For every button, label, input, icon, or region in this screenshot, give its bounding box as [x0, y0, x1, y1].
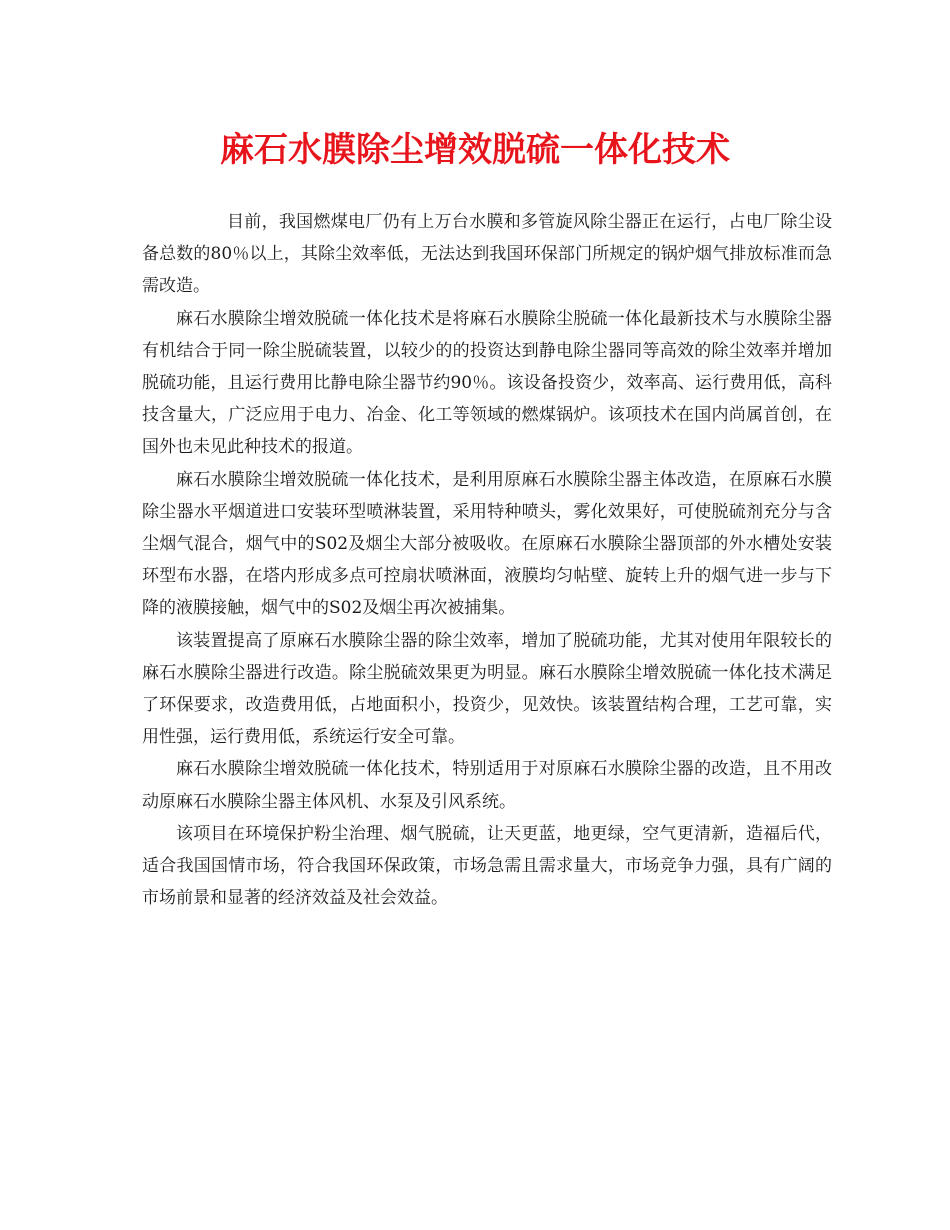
paragraph-2: 麻石水膜除尘增效脱硫一体化技术是将麻石水膜除尘脱硫一体化最新技术与水膜除尘器有机结合于同一除尘脱硫装置，以较少的的投资达到静电除尘器同等高效的除尘效率并增加脱硫功能，且运行费用比静电除尘器节约90％。该设备投资少，效率高、运行费用低，高科技含量大，广泛应用于电力、冶金、化工等领域的燃煤锅炉。该项技术在国内尚属首创，在国外也未见此种技术的报道。: [142, 308, 832, 458]
paragraph-6: 该项目在环境保护粉尘治理、烟气脱硫，让天更蓝，地更绿，空气更清新，造福后代，适合我国国情市场，符合我国环保政策，市场急需且需求量大，市场竞争力强，具有广阔的市场前景和显著的经济效益及社会效益。: [142, 823, 832, 909]
document-body: [142, 206, 832, 914]
paragraph-1: 目前，我国燃煤电厂仍有上万台水膜和多管旋风除尘器正在运行，占电厂除尘设备总数的80％以上，其除尘效率低，无法达到我国环保部门所规定的锅炉烟气排放标准而急需改造。: [142, 212, 832, 297]
paragraph-4: 该装置提高了原麻石水膜除尘器的除尘效率，增加了脱硫功能，尤其对使用年限较长的麻石水膜除尘器进行改造。除尘脱硫效果更为明显。麻石水膜除尘增效脱硫一体化技术满足了环保要求，改造费用低，占地面积小，投资少，见效快。该装置结构合理，工艺可靠，实用性强，运行费用低，系统运行安全可靠。: [142, 630, 832, 748]
document-title: 麻石水膜除尘增效脱硫一体化技术: [220, 130, 730, 170]
paragraph-5: 麻石水膜除尘增效脱硫一体化技术，特别适用于对原麻石水膜除尘器的改造，且不用改动原麻石水膜除尘器主体风机、水泵及引风系统。: [142, 759, 832, 812]
paragraph-3: 麻石水膜除尘增效脱硫一体化技术，是利用原麻石水膜除尘器主体改造，在原麻石水膜除尘器水平烟道进口安装环型喷淋装置，采用特种喷头，雾化效果好，可使脱硫剂充分与含尘烟气混合，烟气中的S02及烟尘大部分被吸收。在原麻石水膜除尘器顶部的外水槽处安装环型布水器，在塔内形成多点可控扇状喷淋面，液膜均匀帖壁、旋转上升的烟气进一步与下降的液膜接触，烟气中的S02及烟尘再次被捕集。: [142, 469, 832, 619]
